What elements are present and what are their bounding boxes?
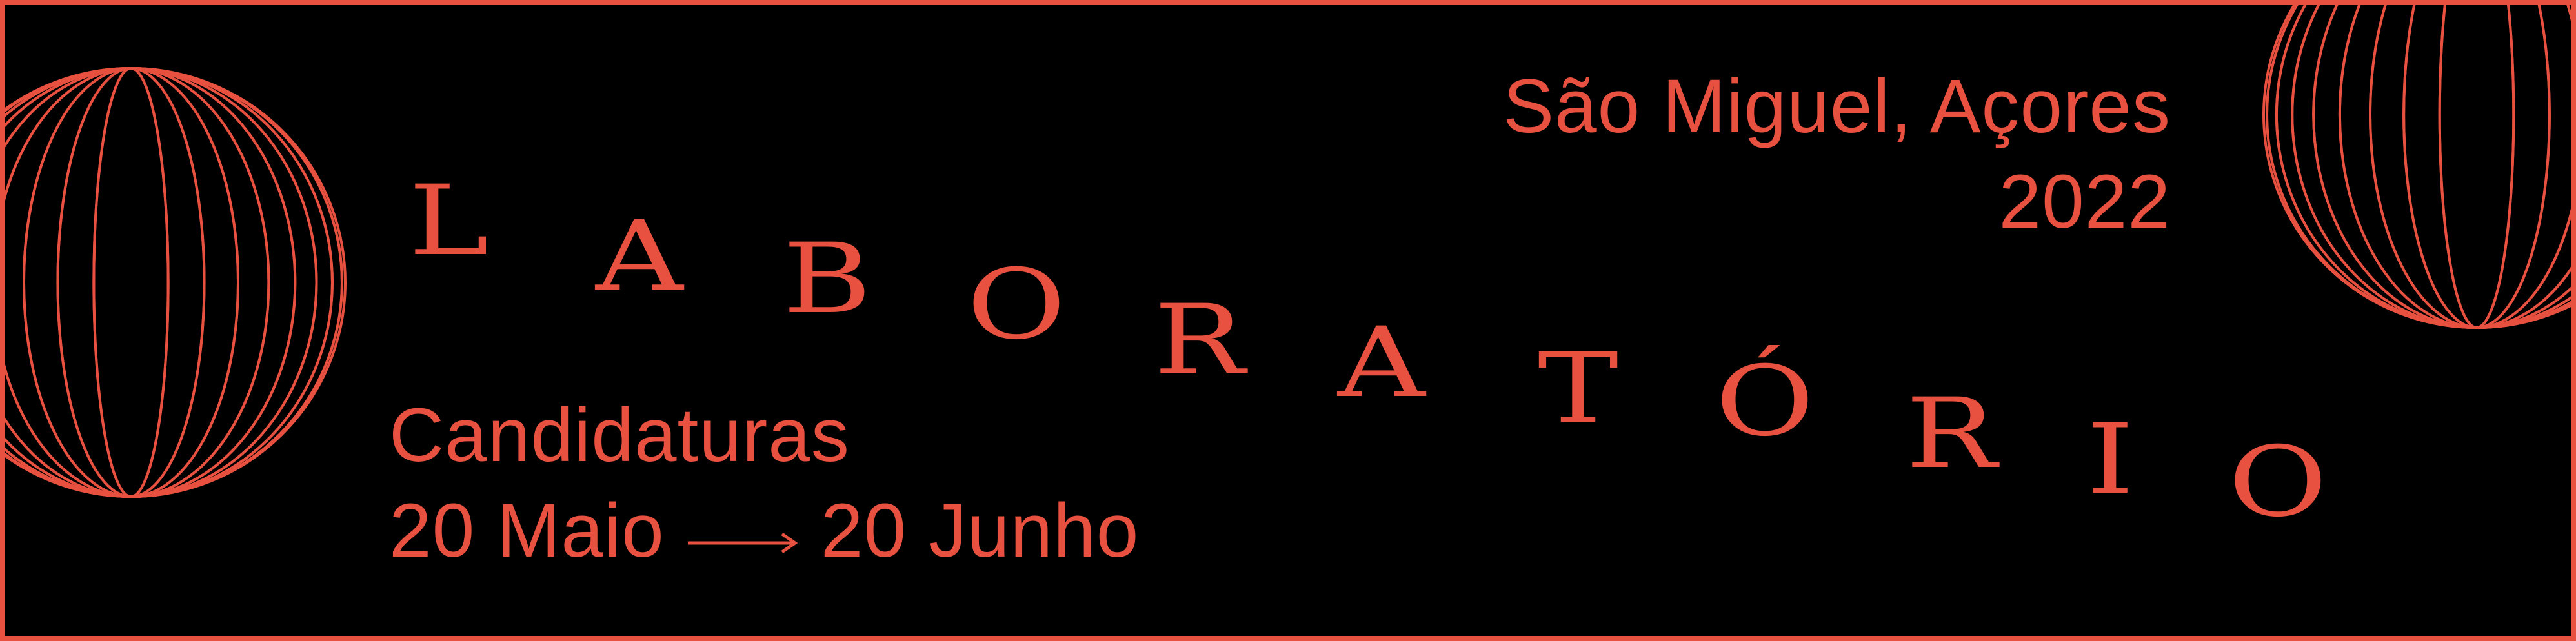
applications-label: Candidaturas bbox=[389, 393, 850, 478]
location-text: São Miguel, Açores bbox=[1503, 64, 2171, 149]
title-letter: B bbox=[783, 223, 872, 335]
title-letter: O bbox=[967, 249, 1066, 361]
globe-meridian bbox=[0, 68, 268, 497]
title-letter: A bbox=[596, 201, 683, 313]
title-letter: L bbox=[408, 165, 489, 277]
title-letter: I bbox=[2086, 404, 2135, 516]
globe-meridian bbox=[24, 68, 238, 497]
globe-meridian bbox=[24, 68, 238, 497]
start-date: 20 Maio bbox=[389, 488, 665, 573]
applications-dates bbox=[389, 488, 1140, 575]
globe-meridian bbox=[0, 68, 295, 497]
globe-meridian bbox=[2313, 0, 2576, 328]
year-text: 2022 bbox=[1998, 159, 2171, 244]
globe-meridian bbox=[0, 68, 342, 497]
globe-meridian bbox=[2404, 0, 2550, 328]
globe-meridian bbox=[0, 68, 342, 497]
globe-meridian bbox=[2440, 0, 2514, 328]
globe-meridian bbox=[57, 68, 204, 497]
globe-meridian bbox=[0, 68, 295, 497]
title-letter: R bbox=[1154, 284, 1245, 397]
globe-meridian bbox=[2440, 0, 2514, 328]
globe-meridian bbox=[2292, 0, 2576, 328]
end-date: 20 Junho bbox=[820, 488, 1140, 573]
globe-meridian bbox=[2267, 0, 2576, 328]
left-globe-icon bbox=[0, 66, 347, 505]
title-letter: A bbox=[1338, 307, 1425, 419]
globe-meridian bbox=[2404, 0, 2550, 328]
title-letter: Ó bbox=[1715, 346, 1815, 458]
title-letter: O bbox=[2228, 426, 2328, 538]
right-globe-icon bbox=[2264, 0, 2576, 334]
globe-meridian bbox=[94, 68, 168, 497]
globe-meridian bbox=[2313, 0, 2576, 328]
title-letter: R bbox=[1906, 378, 1997, 490]
title-letter: T bbox=[1538, 333, 1619, 445]
globe-meridian bbox=[2267, 0, 2576, 328]
globe-meridian bbox=[2292, 0, 2576, 328]
arrow-right-icon bbox=[688, 492, 798, 568]
